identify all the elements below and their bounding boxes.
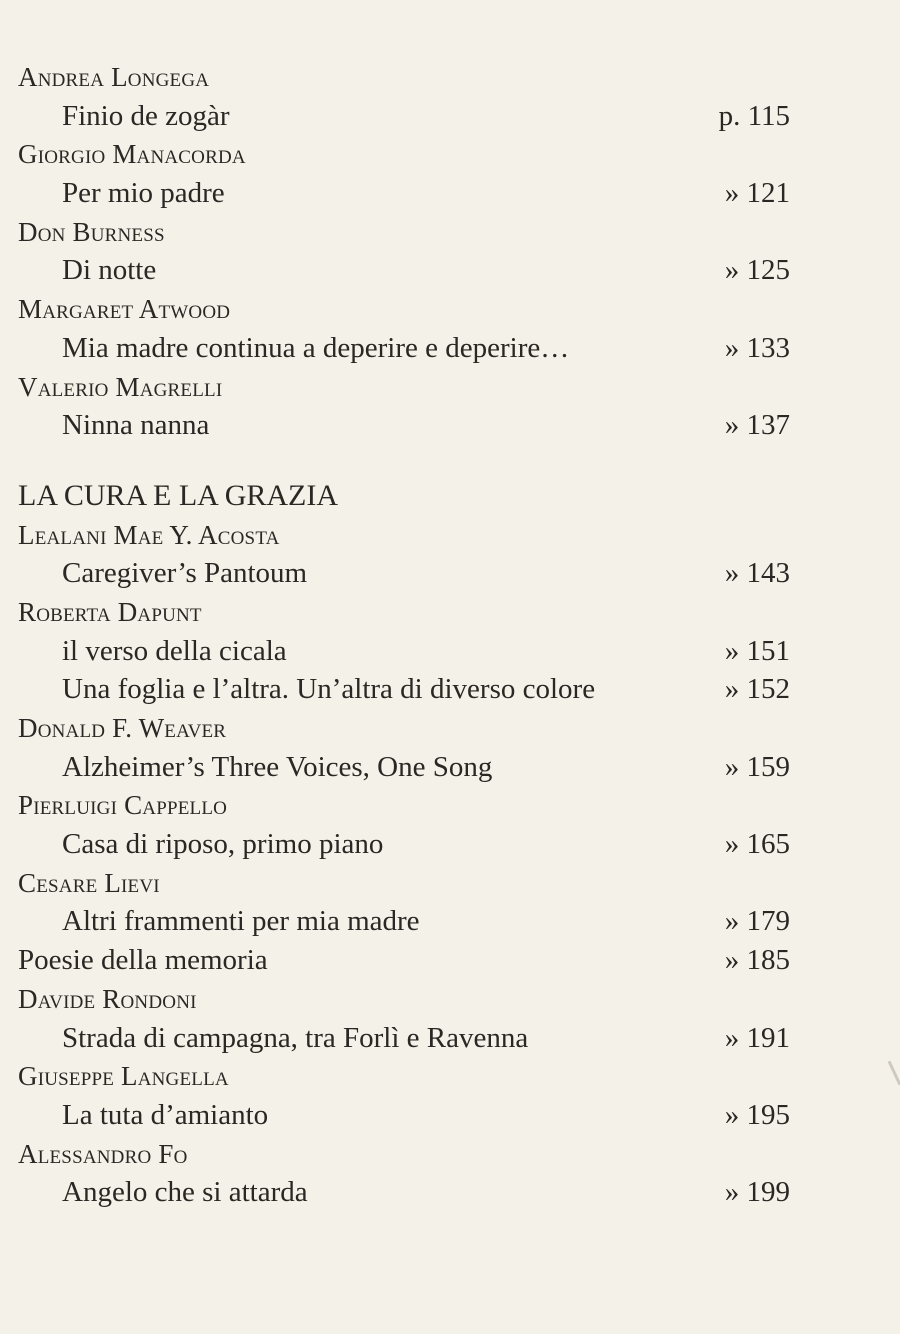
toc-entry [18,251,818,290]
entry-title: Finio de zogàr [62,99,230,132]
toc-entry [18,329,818,368]
entry-title: Alzheimer’s Three Voices, One Song [62,750,493,783]
page-number: » 185 [724,944,790,977]
page-number: » 191 [724,1021,790,1054]
entry-title: Angelo che si attarda [62,1176,308,1209]
entry-title: Per mio padre [62,177,225,210]
entry-title: Di notte [62,254,157,287]
page-number: » 152 [724,673,790,706]
page-number: » 179 [724,905,790,938]
entry-title: Altri frammenti per mia madre [62,905,420,938]
toc-entry [18,1173,818,1212]
paper-mark [888,1061,900,1086]
toc-entry [18,748,818,787]
page-number: p. 115 [718,99,790,132]
toc-author [18,516,818,555]
author-name: Cesare Lievi [18,867,160,898]
author-name: Giuseppe Langella [18,1061,229,1092]
page-number: » 121 [724,177,790,210]
page-number: » 133 [724,331,790,364]
toc-entry [18,174,818,213]
table-of-contents [18,58,818,1212]
entry-title: Casa di riposo, primo piano [62,828,384,861]
toc-entry [18,1096,818,1135]
page-number: » 199 [724,1176,790,1209]
toc-author [18,980,818,1019]
author-name: Giorgio Manacorda [18,139,246,170]
entry-title: Ninna nanna [62,409,210,442]
entry-title: Mia madre continua a deperire e deperire… [62,331,570,364]
toc-author [18,709,818,748]
toc-entry [18,825,818,864]
toc-author [18,213,818,252]
toc-author [18,864,818,903]
toc-section-heading [18,477,818,516]
page-number: » 137 [724,409,790,442]
author-name: Alessandro Fo [18,1138,188,1169]
page-number: » 143 [724,557,790,590]
page-number: » 195 [724,1098,790,1131]
page-number: » 125 [724,254,790,287]
toc-entry [18,1019,818,1058]
toc-author [18,786,818,825]
author-name: Pierluigi Cappello [18,790,228,821]
author-name: Davide Rondoni [18,983,197,1014]
toc-author [18,368,818,407]
toc-author [18,1135,818,1174]
toc-entry [18,406,818,445]
entry-title: Strada di campagna, tra Forlì e Ravenna [62,1021,529,1054]
toc-entry [18,97,818,136]
author-name: Valerio Magrelli [18,371,223,402]
toc-entry [18,902,818,941]
toc-entry [18,941,818,980]
entry-title: Caregiver’s Pantoum [62,557,308,590]
toc-author [18,290,818,329]
author-name: Donald F. Weaver [18,713,227,743]
entry-title: La tuta d’amianto [62,1098,269,1131]
entry-title: il verso della cicala [62,634,287,667]
author-name: Margaret Atwood [18,294,231,325]
author-name: Roberta Dapunt [18,596,202,627]
toc-author [18,1057,818,1096]
author-name: Lealani Mae Y. Acosta [18,519,280,550]
toc-author [18,58,818,97]
page-number: » 165 [724,828,790,861]
toc-entry [18,670,818,709]
author-name: Don Burness [18,216,165,247]
section-title: LA CURA E LA GRAZIA [18,478,339,512]
toc-author [18,135,818,174]
page-number: » 151 [724,634,790,667]
entry-title: Poesie della memoria [18,944,268,977]
entry-title: Una foglia e l’altra. Un’altra di diverso colore [62,673,596,706]
page-number: » 159 [724,750,790,783]
toc-author [18,593,818,632]
author-name: Andrea Longega [18,62,210,92]
toc-entry [18,554,818,593]
toc-entry [18,632,818,671]
